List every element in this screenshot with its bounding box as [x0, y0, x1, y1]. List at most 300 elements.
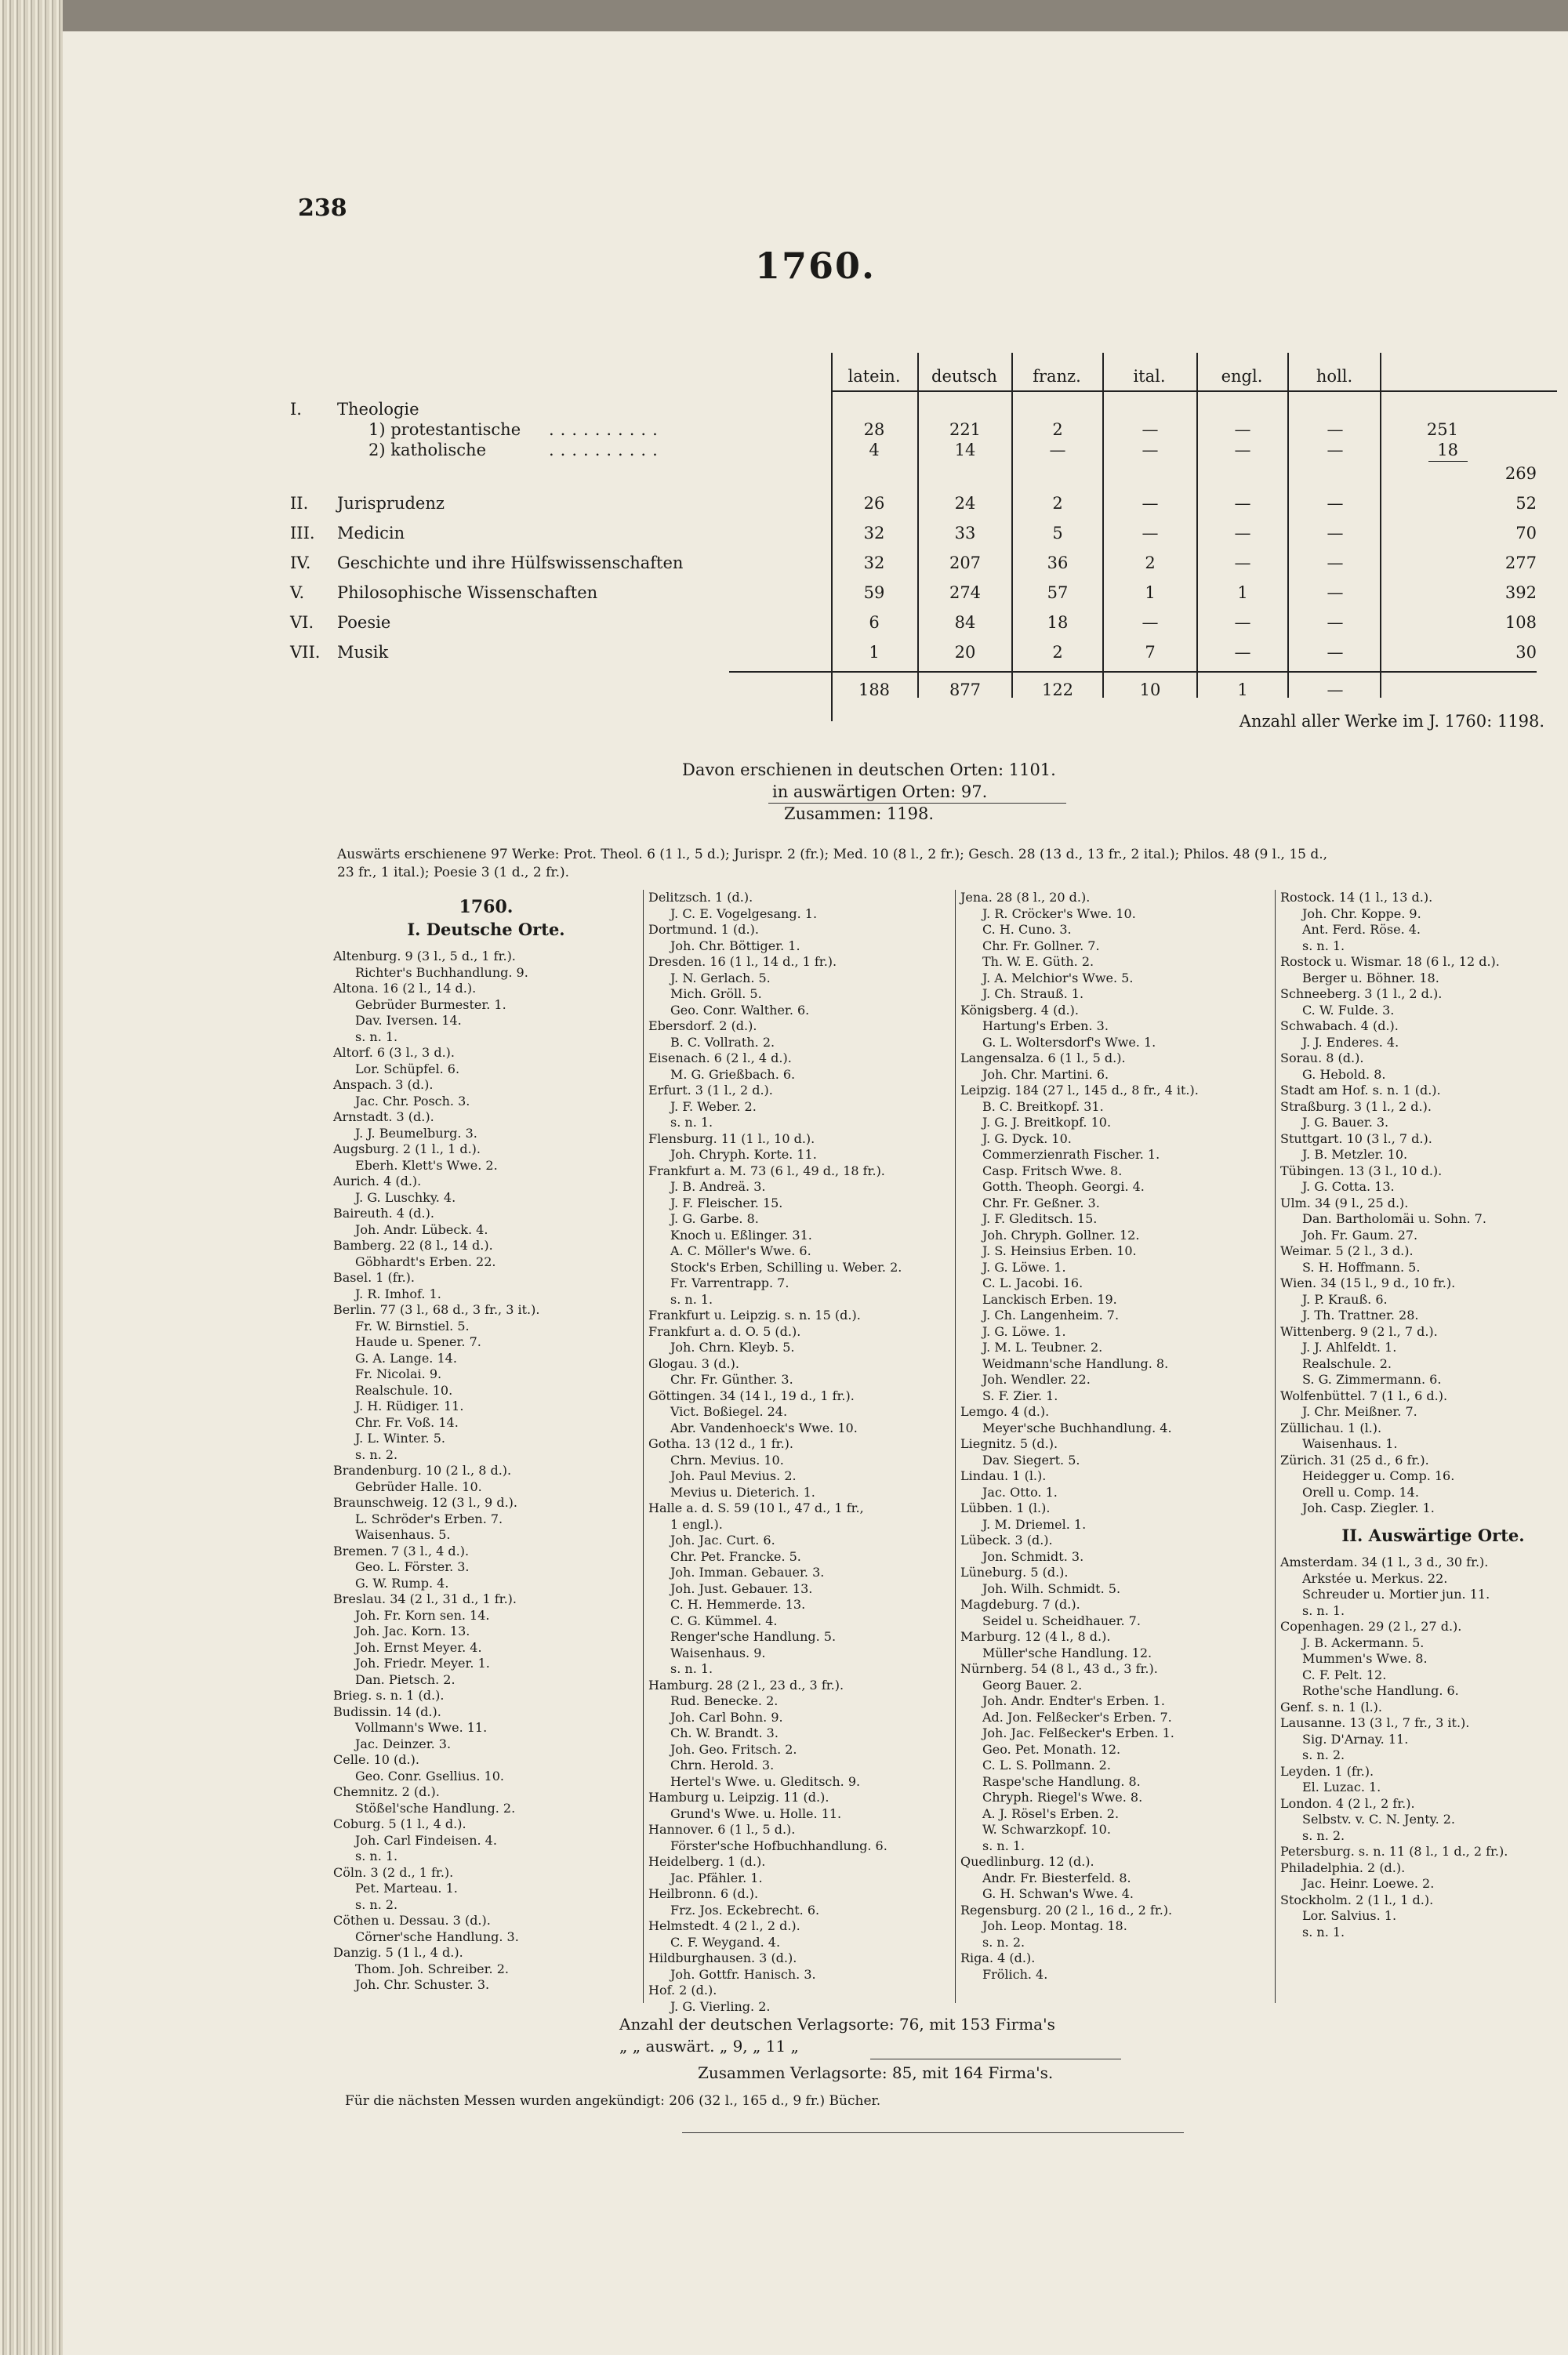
- place-entry: Lausanne. 13 (3 l., 7 fr., 3 it.).: [1280, 1715, 1470, 1730]
- place-entry: Zürich. 31 (25 d., 6 fr.).: [1280, 1452, 1429, 1468]
- place-entry: Ulm. 34 (9 l., 25 d.).: [1280, 1195, 1409, 1210]
- publisher-entry: Geo. Conr. Walther. 6.: [670, 1002, 810, 1018]
- place-entry: Rostock u. Wismar. 18 (6 l., 12 d.).: [1280, 954, 1500, 969]
- row-total: 392: [1504, 583, 1537, 602]
- publisher-entry: C. H. Cuno. 3.: [982, 922, 1072, 937]
- place-entry: Lübben. 1 (l.).: [960, 1500, 1051, 1515]
- place-entry: Riga. 4 (d.).: [960, 1950, 1036, 1965]
- publisher-entry: Joh. Chr. Schuster. 3.: [355, 1977, 490, 1992]
- publisher-entry: Mevius u. Dieterich. 1.: [670, 1484, 815, 1500]
- publisher-entry: G. L. Woltersdorf's Wwe. 1.: [982, 1034, 1156, 1050]
- place-entry: Straßburg. 3 (1 l., 2 d.).: [1280, 1098, 1432, 1114]
- publisher-entry: J. G. Bauer. 3.: [1302, 1115, 1389, 1130]
- table-cell: 5: [1052, 524, 1063, 542]
- table-cell: 1: [1145, 583, 1156, 602]
- place-entry: Züllichau. 1 (l.).: [1280, 1420, 1382, 1435]
- publisher-entry: J. M. Driemel. 1.: [982, 1516, 1087, 1532]
- publisher-entry: Abr. Vandenhoeck's Wwe. 10.: [670, 1420, 858, 1435]
- row-number: VII.: [290, 643, 321, 662]
- place-entry: Frankfurt a. M. 73 (6 l., 49 d., 18 fr.).: [648, 1163, 885, 1178]
- publisher-entry: J. Chr. Meißner. 7.: [1302, 1404, 1417, 1419]
- publisher-entry: Haude u. Spener. 7.: [355, 1334, 481, 1349]
- publisher-entry: Selbstv. v. C. N. Jenty. 2.: [1302, 1812, 1456, 1827]
- publisher-entry: W. Schwarzkopf. 10.: [982, 1822, 1111, 1837]
- publisher-entry: Joh. Carl Bohn. 9.: [670, 1709, 783, 1725]
- sum-cell: 1: [1237, 680, 1248, 699]
- table-row-theologie-total: [290, 464, 1544, 491]
- place-entry: Hildburghausen. 3 (d.).: [648, 1950, 797, 1965]
- column-4: [1280, 890, 1568, 1940]
- place-entry: Sorau. 8 (d.).: [1280, 1050, 1364, 1065]
- publisher-entry: s. n. 2.: [355, 1446, 398, 1462]
- publisher-entry: Renger'sche Handlung. 5.: [670, 1629, 837, 1644]
- place-entry: Altenburg. 9 (3 l., 5 d., 1 fr.).: [333, 949, 516, 963]
- table-cell: —: [1234, 613, 1251, 632]
- row-label: Jurisprudenz: [337, 494, 445, 513]
- column-3: [960, 890, 1266, 1983]
- publisher-entry: Lor. Schüpfel. 6.: [355, 1061, 460, 1076]
- publisher-entry: Joh. Chr. Martini. 6.: [982, 1066, 1109, 1082]
- publisher-entry: Th. W. E. Güth. 2.: [982, 954, 1094, 969]
- publisher-entry: G. A. Lange. 14.: [355, 1350, 457, 1366]
- table-cell: —: [1234, 420, 1251, 439]
- publisher-entry: Fr. Nicolai. 9.: [355, 1366, 442, 1381]
- publisher-entry: Stock's Erben, Schilling u. Weber. 2.: [670, 1259, 902, 1275]
- place-entry: Leipzig. 184 (27 l., 145 d., 8 fr., 4 it.).: [960, 1083, 1199, 1098]
- publisher-entry: C. L. S. Pollmann. 2.: [982, 1758, 1111, 1773]
- publisher-entry: Jac. Otto. 1.: [982, 1484, 1058, 1500]
- publisher-entry: Orell u. Comp. 14.: [1302, 1484, 1419, 1500]
- place-entry: Leyden. 1 (fr.).: [1280, 1763, 1374, 1779]
- place-entry: Delitzsch. 1 (d.).: [648, 890, 753, 905]
- auswaerts-note: Auswärts erschienene 97 Werke: Prot. Theol. 6 (1 l., 5 d.); Jurispr. 2 (fr.); Med. 10 (8 l., 2 fr.); Gesch. 28 (13 d., 13 fr., 2 ital.); Philos. 48 (9 l., 15 d.,: [337, 847, 1328, 862]
- publisher-entry: G. W. Rump. 4.: [355, 1575, 449, 1591]
- place-entry: Hamburg. 28 (2 l., 23 d., 3 fr.).: [648, 1677, 844, 1693]
- section-heading: II. Auswärtige Orte.: [1341, 1525, 1525, 1545]
- publisher-entry: s. n. 2.: [1302, 1747, 1345, 1762]
- publisher-entry: J. J. Enderes. 4.: [1302, 1034, 1399, 1050]
- place-entry: Altona. 16 (2 l., 14 d.).: [333, 981, 477, 996]
- publisher-entry: Joh. Friedr. Meyer. 1.: [355, 1656, 490, 1671]
- publisher-entry: Pet. Marteau. 1.: [355, 1881, 458, 1896]
- table-cell: —: [1234, 553, 1251, 572]
- publisher-entry: Casp. Fritsch Wwe. 8.: [982, 1163, 1123, 1178]
- place-entry: Anspach. 3 (d.).: [333, 1077, 434, 1092]
- year-heading: 1760.: [754, 245, 877, 287]
- publisher-entry: J. Ch. Langenheim. 7.: [982, 1308, 1120, 1323]
- publisher-entry: Knoch u. Eßlinger. 31.: [670, 1227, 812, 1243]
- place-entry: Cöthen u. Dessau. 3 (d.).: [333, 1913, 491, 1928]
- publisher-entry: Georg Bauer. 2.: [982, 1677, 1083, 1693]
- bottom-total: Zusammen Verlagsorte: 85, mit 164 Firma's.: [698, 2063, 1054, 2082]
- publisher-entry: J. F. Gleditsch. 15.: [982, 1211, 1098, 1226]
- table-cell: 6: [869, 613, 880, 632]
- table-row-medicin: [290, 524, 1544, 550]
- publisher-entry: J. F. Weber. 2.: [670, 1098, 757, 1114]
- publisher-entry: s. n. 1.: [1302, 1602, 1345, 1618]
- place-entry: Regensburg. 20 (2 l., 16 d., 2 fr.).: [960, 1902, 1173, 1918]
- table-row-katholische: 2) katholische .......... 4 14 — — — — 18: [368, 441, 1458, 459]
- publisher-entry: Ch. W. Brandt. 3.: [670, 1725, 779, 1740]
- sum-cell: 122: [1041, 680, 1074, 699]
- place-entry: Halle a. d. S. 59 (10 l., 47 d., 1 fr.,: [648, 1500, 864, 1515]
- publisher-entry: C. W. Fulde. 3.: [1302, 1002, 1395, 1018]
- place-entry: Dresden. 16 (1 l., 14 d., 1 fr.).: [648, 954, 837, 969]
- place-entry: Heilbronn. 6 (d.).: [648, 1886, 759, 1901]
- publisher-entry: G. H. Schwan's Wwe. 4.: [982, 1886, 1134, 1901]
- place-entry: Cöln. 3 (2 d., 1 fr.).: [333, 1864, 454, 1880]
- publisher-entry: Joh. Chr. Koppe. 9.: [1302, 905, 1421, 921]
- publisher-entry: Joh. Andr. Lübeck. 4.: [355, 1221, 488, 1237]
- publisher-entry: Joh. Just. Gebauer. 13.: [670, 1580, 813, 1596]
- publisher-entry: Chr. Fr. Gollner. 7.: [982, 938, 1100, 953]
- place-entry: London. 4 (2 l., 2 fr.).: [1280, 1795, 1415, 1811]
- table-row-jurisprudenz: [290, 494, 1544, 521]
- publisher-entry: Göbhardt's Erben. 22.: [355, 1254, 496, 1269]
- table-cell: 4: [869, 441, 880, 459]
- row-label: Geschichte und ihre Hülfswissenschaften: [337, 553, 684, 572]
- publisher-entry: Vict. Boßiegel. 24.: [670, 1404, 788, 1419]
- row-label: 1) protestantische: [368, 420, 521, 439]
- publisher-entry: S. F. Zier. 1.: [982, 1388, 1058, 1403]
- publisher-entry: J. Th. Trattner. 28.: [1302, 1308, 1419, 1323]
- place-entry: Budissin. 14 (d.).: [333, 1704, 441, 1719]
- publisher-entry: S. H. Hoffmann. 5.: [1302, 1259, 1421, 1275]
- table-header-rule: [831, 390, 1557, 392]
- publisher-entry: J. G. J. Breitkopf. 10.: [982, 1115, 1112, 1130]
- table-cell: 1: [1237, 583, 1248, 602]
- place-entry: Wolfenbüttel. 7 (1 l., 6 d.).: [1280, 1388, 1448, 1403]
- publisher-entry: Waisenhaus. 1.: [1302, 1436, 1398, 1451]
- summary-line: in auswärtigen Orten: 97.: [772, 782, 988, 801]
- table-cell: 24: [954, 494, 976, 513]
- row-label: Philosophische Wissenschaften: [337, 583, 598, 602]
- publisher-entry: Weidmann'sche Handlung. 8.: [982, 1355, 1169, 1371]
- publisher-entry: J. C. E. Vogelgesang. 1.: [670, 905, 818, 921]
- place-entry: Amsterdam. 34 (1 l., 3 d., 30 fr.).: [1280, 1555, 1489, 1569]
- publisher-entry: J. J. Ahlfeldt. 1.: [1302, 1340, 1397, 1355]
- table-cell: 59: [863, 583, 885, 602]
- place-entry: Wittenberg. 9 (2 l., 7 d.).: [1280, 1323, 1438, 1339]
- row-label: Theologie: [337, 400, 419, 419]
- publisher-entry: Hertel's Wwe. u. Gleditsch. 9.: [670, 1773, 861, 1789]
- place-entry: Copenhagen. 29 (2 l., 27 d.).: [1280, 1619, 1462, 1634]
- column-header-ital: ital.: [1133, 367, 1166, 386]
- column-header-franz: franz.: [1033, 367, 1081, 386]
- publisher-entry: Müller'sche Handlung. 12.: [982, 1645, 1152, 1660]
- publisher-entry: s. n. 1.: [670, 1115, 713, 1130]
- publisher-entry: Waisenhaus. 9.: [670, 1645, 766, 1660]
- publisher-entry: J. G. Luschky. 4.: [355, 1189, 456, 1205]
- table-cell: —: [1142, 494, 1159, 513]
- place-entry: Brandenburg. 10 (2 l., 8 d.).: [333, 1463, 512, 1478]
- publisher-entry: s. n. 1.: [1302, 1924, 1345, 1940]
- row-number: III.: [290, 524, 315, 542]
- table-row-geschichte: [290, 553, 1544, 580]
- publisher-entry: Joh. Jac. Curt. 6.: [670, 1533, 775, 1548]
- place-entry: Baireuth. 4 (d.).: [333, 1206, 434, 1221]
- page: [63, 31, 1568, 2355]
- place-entry: Berlin. 77 (3 l., 68 d., 3 fr., 3 it.).: [333, 1302, 540, 1317]
- publisher-entry: Joh. Wendler. 22.: [982, 1372, 1091, 1387]
- publisher-entry: J. M. L. Teubner. 2.: [982, 1340, 1103, 1355]
- publisher-entry: Dav. Siegert. 5.: [982, 1452, 1080, 1468]
- place-entry: Breslau. 34 (2 l., 31 d., 1 fr.).: [333, 1591, 517, 1606]
- column-header-holl: holl.: [1316, 367, 1353, 386]
- publisher-entry: C. H. Hemmerde. 13.: [670, 1597, 806, 1612]
- place-entry: Tübingen. 13 (3 l., 10 d.).: [1280, 1163, 1443, 1178]
- publisher-entry: Sig. D'Arnay. 11.: [1302, 1731, 1409, 1747]
- table-cell: —: [1142, 524, 1159, 542]
- place-entry: Lemgo. 4 (d.).: [960, 1404, 1050, 1419]
- publisher-entry: Frz. Jos. Eckebrecht. 6.: [670, 1902, 820, 1918]
- publisher-entry: A. J. Rösel's Erben. 2.: [982, 1805, 1120, 1821]
- place-entry: Genf. s. n. 1 (l.).: [1280, 1699, 1382, 1715]
- place-entry: Celle. 10 (d.).: [333, 1752, 419, 1767]
- row-label: 2) katholische: [368, 441, 487, 459]
- publisher-entry: s. n. 1.: [670, 1661, 713, 1676]
- publisher-entry: J. A. Melchior's Wwe. 5.: [982, 970, 1134, 985]
- publisher-entry: Stößel'sche Handlung. 2.: [355, 1800, 516, 1816]
- publisher-entry: S. G. Zimmermann. 6.: [1302, 1372, 1442, 1387]
- sum-cell: 10: [1139, 680, 1161, 699]
- publisher-entry: Ad. Jon. Felßecker's Erben. 7.: [982, 1709, 1172, 1725]
- place-entry: Dortmund. 1 (d.).: [648, 922, 759, 937]
- place-entry: Langensalza. 6 (1 l., 5 d.).: [960, 1050, 1126, 1065]
- publisher-entry: J. G. Löwe. 1.: [982, 1323, 1066, 1339]
- place-entry: Schneeberg. 3 (1 l., 2 d.).: [1280, 986, 1443, 1001]
- publisher-entry: C. F. Pelt. 12.: [1302, 1667, 1387, 1682]
- place-entry: Lindau. 1 (l.).: [960, 1468, 1047, 1483]
- publisher-entry: s. n. 2.: [1302, 1827, 1345, 1843]
- publisher-entry: Richter's Buchhandlung. 9.: [355, 964, 528, 980]
- publisher-entry: Rothe'sche Handlung. 6.: [1302, 1683, 1459, 1698]
- publisher-entry: Geo. L. Förster. 3.: [355, 1559, 470, 1574]
- place-entry: Heidelberg. 1 (d.).: [648, 1854, 766, 1869]
- publisher-entry: Frölich. 4.: [982, 1966, 1048, 1982]
- place-entry: Frankfurt a. d. O. 5 (d.).: [648, 1323, 801, 1339]
- publisher-entry: Fr. W. Birnstiel. 5.: [355, 1318, 470, 1334]
- publisher-entry: J. H. Rüdiger. 11.: [355, 1399, 464, 1413]
- publisher-entry: Joh. Geo. Fritsch. 2.: [670, 1741, 797, 1757]
- table-cell: 221: [949, 420, 982, 439]
- row-total: 52: [1515, 494, 1537, 513]
- publisher-entry: El. Luzac. 1.: [1302, 1780, 1381, 1794]
- publisher-entry: Jon. Schmidt. 3.: [982, 1548, 1084, 1564]
- publisher-entry: Joh. Paul Mevius. 2.: [670, 1468, 797, 1483]
- publisher-entry: Joh. Casp. Ziegler. 1.: [1302, 1500, 1435, 1515]
- publisher-entry: J. G. Garbe. 8.: [670, 1211, 759, 1226]
- table-cell: —: [1327, 524, 1344, 542]
- publisher-entry: Berger u. Böhner. 18.: [1302, 970, 1439, 985]
- publisher-entry: Förster'sche Hofbuchhandlung. 6.: [670, 1838, 887, 1853]
- place-entry: Danzig. 5 (1 l., 4 d.).: [333, 1945, 463, 1960]
- column-divider: [955, 890, 956, 2003]
- publisher-entry: Joh. Fr. Korn sen. 14.: [355, 1607, 490, 1623]
- place-entry: Stuttgart. 10 (3 l., 7 d.).: [1280, 1130, 1432, 1146]
- place-entry: Arnstadt. 3 (d.).: [333, 1109, 434, 1124]
- row-number: VI.: [290, 613, 314, 632]
- row-number: II.: [290, 494, 309, 513]
- place-entry: Basel. 1 (fr.).: [333, 1270, 415, 1285]
- bottom-summary: Anzahl der deutschen Verlagsorte: 76, mit 153 Firma's: [619, 2015, 1055, 2034]
- summary-line: Davon erschienen in deutschen Orten: 1101.: [682, 760, 1056, 779]
- place-entry: Lübeck. 3 (d.).: [960, 1533, 1053, 1548]
- row-total: 251: [1426, 420, 1458, 439]
- publisher-entry: Ant. Ferd. Röse. 4.: [1302, 922, 1421, 937]
- publisher-entry: Chr. Fr. Geßner. 3.: [982, 1195, 1100, 1210]
- publisher-entry: Realschule. 10.: [355, 1382, 453, 1398]
- publisher-entry: Jac. Chr. Posch. 3.: [355, 1093, 470, 1109]
- publisher-entry: J. S. Heinsius Erben. 10.: [982, 1243, 1137, 1258]
- place-entry: Flensburg. 11 (1 l., 10 d.).: [648, 1130, 815, 1146]
- place-entry: Rostock. 14 (1 l., 13 d.).: [1280, 890, 1433, 905]
- publisher-entry: C. F. Weygand. 4.: [670, 1934, 781, 1950]
- place-entry: Aurich. 4 (d.).: [333, 1174, 422, 1188]
- page-number: 238: [298, 194, 347, 222]
- statistics-table: [290, 353, 1568, 737]
- row-total: 30: [1515, 643, 1537, 662]
- table-cell: 18: [1047, 613, 1069, 632]
- publisher-entry: Joh. Ernst Meyer. 4.: [355, 1639, 482, 1655]
- publisher-entry: Jac. Heinr. Loewe. 2.: [1302, 1876, 1435, 1891]
- row-label: Musik: [337, 643, 389, 662]
- place-entry: Eisenach. 6 (2 l., 4 d.).: [648, 1050, 792, 1065]
- sum-cell: —: [1327, 680, 1344, 699]
- table-cell: 1: [869, 643, 880, 662]
- column-1: [333, 890, 639, 1994]
- place-entry: Hof. 2 (d.).: [648, 1983, 717, 1998]
- bracket-rule: [1428, 461, 1468, 462]
- publisher-entry: Lor. Salvius. 1.: [1302, 1908, 1397, 1923]
- column-divider: [1275, 890, 1276, 2003]
- publisher-entry: C. L. Jacobi. 16.: [982, 1275, 1083, 1290]
- publisher-entry: Joh. Wilh. Schmidt. 5.: [982, 1580, 1121, 1596]
- place-entry: Philadelphia. 2 (d.).: [1280, 1860, 1406, 1875]
- publisher-entry: Jac. Pfähler. 1.: [670, 1870, 763, 1885]
- table-cell: —: [1327, 613, 1344, 632]
- table-row-sums: [290, 680, 1544, 707]
- place-entry: Königsberg. 4 (d.).: [960, 1002, 1079, 1018]
- table-cell: —: [1327, 583, 1344, 602]
- publisher-entry: Joh. Fr. Gaum. 27.: [1302, 1227, 1418, 1243]
- publisher-entry: J. F. Fleischer. 15.: [670, 1195, 783, 1210]
- place-entry: Hannover. 6 (1 l., 5 d.).: [648, 1822, 796, 1837]
- publisher-entry: J. L. Winter. 5.: [355, 1431, 445, 1446]
- place-entry: Brieg. s. n. 1 (d.).: [333, 1688, 445, 1703]
- place-entry: Helmstedt. 4 (2 l., 2 d.).: [648, 1918, 800, 1933]
- publisher-entry: Joh. Imman. Gebauer. 3.: [670, 1565, 825, 1580]
- table-cell: 20: [954, 643, 976, 662]
- publisher-entry: s. n. 2.: [982, 1934, 1025, 1950]
- publisher-entry: Jac. Deinzer. 3.: [355, 1736, 452, 1751]
- sum-cell: 188: [858, 680, 891, 699]
- publisher-entry: Joh. Chryph. Gollner. 12.: [982, 1227, 1140, 1243]
- column-header-latein: latein.: [848, 367, 901, 386]
- publisher-entry: J. G. Löwe. 1.: [982, 1259, 1066, 1275]
- table-cell: 32: [863, 524, 885, 542]
- place-entry: Stadt am Hof. s. n. 1 (d.).: [1280, 1083, 1441, 1098]
- place-entry: Stockholm. 2 (1 l., 1 d.).: [1280, 1892, 1434, 1907]
- row-number: IV.: [290, 553, 311, 572]
- publisher-entry: Chr. Pet. Francke. 5.: [670, 1548, 801, 1564]
- publisher-entry: Mich. Gröll. 5.: [670, 986, 762, 1001]
- publisher-entry: s. n. 1.: [355, 1029, 398, 1044]
- publisher-entry: Joh. Gottfr. Hanisch. 3.: [670, 1966, 816, 1982]
- table-cell: —: [1234, 494, 1251, 513]
- row-number: I.: [290, 400, 302, 419]
- row-total: 108: [1504, 613, 1537, 632]
- publisher-entry: B. C. Breitkopf. 31.: [982, 1098, 1104, 1114]
- table-cell: 274: [949, 583, 982, 602]
- table-cell: —: [1142, 441, 1159, 459]
- place-entry: Gotha. 13 (12 d., 1 fr.).: [648, 1436, 793, 1451]
- publisher-entry: Joh. Chryph. Korte. 11.: [670, 1147, 817, 1162]
- publisher-entry: Dan. Bartholomäi u. Sohn. 7.: [1302, 1211, 1486, 1226]
- publisher-entry: Andr. Fr. Biesterfeld. 8.: [982, 1870, 1131, 1885]
- publisher-entry: Geo. Conr. Gsellius. 10.: [355, 1768, 504, 1783]
- publisher-entry: Chr. Fr. Günther. 3.: [670, 1372, 793, 1387]
- row-total: 277: [1504, 553, 1537, 572]
- publisher-entry: Commerzienrath Fischer. 1.: [982, 1147, 1160, 1162]
- publisher-entry: Raspe'sche Handlung. 8.: [982, 1773, 1141, 1789]
- publisher-entry: B. C. Vollrath. 2.: [670, 1034, 775, 1050]
- place-entry: Glogau. 3 (d.).: [648, 1355, 739, 1371]
- place-entry: Braunschweig. 12 (3 l., 9 d.).: [333, 1495, 517, 1510]
- column-header-deutsch: deutsch: [931, 367, 997, 386]
- publisher-entry: Mummen's Wwe. 8.: [1302, 1651, 1428, 1666]
- table-cell: —: [1142, 613, 1159, 632]
- place-entry: Marburg. 12 (4 l., 8 d.).: [960, 1629, 1111, 1644]
- auswaerts-note: 23 fr., 1 ital.); Poesie 3 (1 d., 2 fr.).: [337, 865, 570, 880]
- publisher-entry: A. C. Möller's Wwe. 6.: [670, 1243, 811, 1258]
- publisher-entry: J. B. Ackermann. 5.: [1302, 1635, 1425, 1650]
- place-entry: Chemnitz. 2 (d.).: [333, 1784, 440, 1799]
- table-cell: —: [1142, 420, 1159, 439]
- publisher-entry: s. n. 1.: [670, 1291, 713, 1307]
- table-cell: 2: [1145, 553, 1156, 572]
- place-entry: Frankfurt u. Leipzig. s. n. 15 (d.).: [648, 1308, 861, 1323]
- table-cell: 2: [1052, 643, 1063, 662]
- publisher-entry: Gotth. Theoph. Georgi. 4.: [982, 1179, 1145, 1194]
- publisher-entry: Joh. Carl Findeisen. 4.: [355, 1832, 497, 1848]
- table-cell: —: [1234, 524, 1251, 542]
- bottom-summary: „ „ auswärt. „ 9, „ 11 „: [619, 2037, 799, 2056]
- place-entry: Bamberg. 22 (8 l., 14 d.).: [333, 1238, 493, 1253]
- publisher-entry: Chrn. Mevius. 10.: [670, 1452, 784, 1468]
- publisher-entry: J. P. Krauß. 6.: [1302, 1291, 1388, 1307]
- place-entry: Wien. 34 (15 l., 9 d., 10 fr.).: [1280, 1275, 1456, 1290]
- table-cell: —: [1327, 494, 1344, 513]
- row-total: 70: [1515, 524, 1537, 542]
- publisher-entry: Joh. Andr. Endter's Erben. 1.: [982, 1693, 1165, 1708]
- publisher-entry: Vollmann's Wwe. 11.: [355, 1720, 488, 1735]
- announcement-note: Für die nächsten Messen wurden angekündigt: 206 (32 l., 165 d., 9 fr.) Bücher.: [345, 2093, 881, 2109]
- table-row-protestantische: 1) protestantische .......... 28 221 2 — — — 251: [368, 420, 1458, 439]
- publisher-entry: C. G. Kümmel. 4.: [670, 1613, 778, 1628]
- publisher-entry: s. n. 1.: [982, 1838, 1025, 1853]
- all-works-total: Anzahl aller Werke im J. 1760: 1198.: [1239, 712, 1544, 731]
- table-cell: —: [1327, 643, 1344, 662]
- table-cell: —: [1327, 553, 1344, 572]
- publisher-entry: J. R. Imhof. 1.: [355, 1286, 441, 1301]
- table-sum-rule: [729, 671, 1537, 673]
- place-entry: Lüneburg. 5 (d.).: [960, 1565, 1069, 1580]
- publisher-entry: Joh. Jac. Korn. 13.: [355, 1624, 470, 1638]
- publisher-entry: Chr. Fr. Voß. 14.: [355, 1414, 459, 1430]
- publisher-entry: Grund's Wwe. u. Holle. 11.: [670, 1805, 842, 1821]
- summary-rule: [768, 803, 1066, 804]
